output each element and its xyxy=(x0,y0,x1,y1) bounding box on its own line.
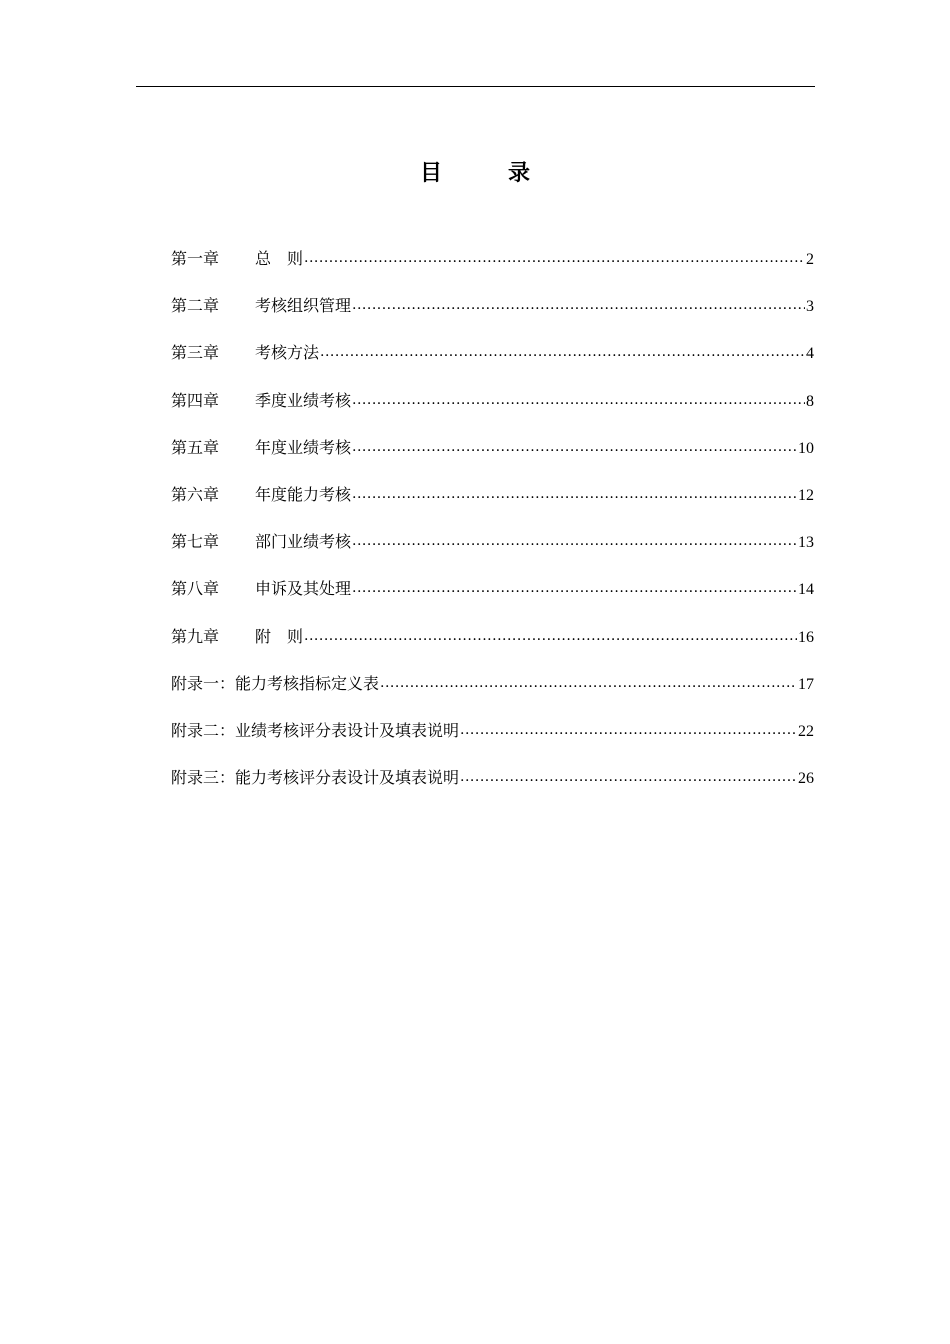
toc-entry-number: 附录二： xyxy=(171,720,236,740)
toc-entry[interactable] xyxy=(171,478,814,525)
toc-dot-leader xyxy=(304,618,797,653)
toc-entry-page: 14 xyxy=(798,581,814,599)
toc-entry-title: 年度业绩考核 xyxy=(255,437,352,457)
toc-dot-leader xyxy=(460,712,797,747)
toc-entry-page: 22 xyxy=(798,722,814,740)
toc-entry-page: 12 xyxy=(798,486,814,504)
toc-dot-leader xyxy=(380,665,797,700)
toc-entry-number: 附录三： xyxy=(171,768,236,788)
header-rule xyxy=(136,86,815,87)
toc-entry-page: 10 xyxy=(798,439,814,457)
toc-entry-number: 第四章 xyxy=(171,390,220,410)
toc-entry-page: 3 xyxy=(806,298,814,316)
toc-dot-leader xyxy=(460,759,797,794)
toc-dot-leader xyxy=(352,429,797,464)
toc-entry-number: 附录一： xyxy=(171,673,236,693)
toc-entry-number: 第九章 xyxy=(171,626,220,646)
toc-entry[interactable] xyxy=(171,384,814,431)
toc-dot-leader xyxy=(320,334,805,369)
toc-entry-page: 17 xyxy=(798,675,814,693)
toc-entry[interactable] xyxy=(171,525,814,572)
toc-dot-leader xyxy=(352,287,805,322)
toc-entry-number: 第六章 xyxy=(171,484,220,504)
toc-entry[interactable] xyxy=(171,336,814,383)
toc-entry-number: 第二章 xyxy=(171,296,220,316)
toc-entry[interactable] xyxy=(171,431,814,478)
toc-entry-number: 第八章 xyxy=(171,579,220,599)
toc-entry-title: 考核组织管理 xyxy=(255,296,352,316)
toc-dot-leader xyxy=(352,476,797,511)
toc-entry-title: 能力考核指标定义表 xyxy=(235,673,380,693)
toc-entry-title: 附 则 xyxy=(255,626,304,646)
toc-entry-title: 年度能力考核 xyxy=(255,484,352,504)
toc-entry-title: 能力考核评分表设计及填表说明 xyxy=(235,768,460,788)
toc-entry-number: 第三章 xyxy=(171,343,220,363)
toc-entry[interactable] xyxy=(171,620,814,667)
toc-dot-leader xyxy=(352,523,797,558)
toc-entry[interactable] xyxy=(171,242,814,289)
toc-entry-page: 16 xyxy=(798,628,814,646)
toc-entry-title: 考核方法 xyxy=(255,343,320,363)
toc-entry-page: 4 xyxy=(806,345,814,363)
toc-entry[interactable] xyxy=(171,714,814,761)
toc-entry-page: 26 xyxy=(798,770,814,788)
toc-entry-page: 2 xyxy=(806,251,814,268)
toc-dot-leader xyxy=(352,570,797,605)
toc-entry-title: 季度业绩考核 xyxy=(255,390,352,410)
toc-entry[interactable] xyxy=(171,289,814,336)
toc-entry-page: 13 xyxy=(798,534,814,552)
toc-entry[interactable] xyxy=(171,667,814,714)
toc-entry-title: 总 则 xyxy=(255,249,304,268)
table-of-contents xyxy=(171,242,814,808)
toc-entry-number: 第一章 xyxy=(171,249,220,268)
toc-entry-title: 部门业绩考核 xyxy=(255,532,352,552)
toc-entry-number: 第五章 xyxy=(171,437,220,457)
toc-title: 目 录 xyxy=(419,160,552,186)
toc-dot-leader xyxy=(304,240,805,275)
toc-dot-leader xyxy=(352,382,805,417)
toc-entry-title: 申诉及其处理 xyxy=(255,579,352,599)
toc-entry[interactable] xyxy=(171,761,814,808)
toc-entry-number: 第七章 xyxy=(171,532,220,552)
toc-entry-page: 8 xyxy=(806,392,814,410)
toc-entry[interactable] xyxy=(171,572,814,619)
toc-entry-title: 业绩考核评分表设计及填表说明 xyxy=(235,720,460,740)
